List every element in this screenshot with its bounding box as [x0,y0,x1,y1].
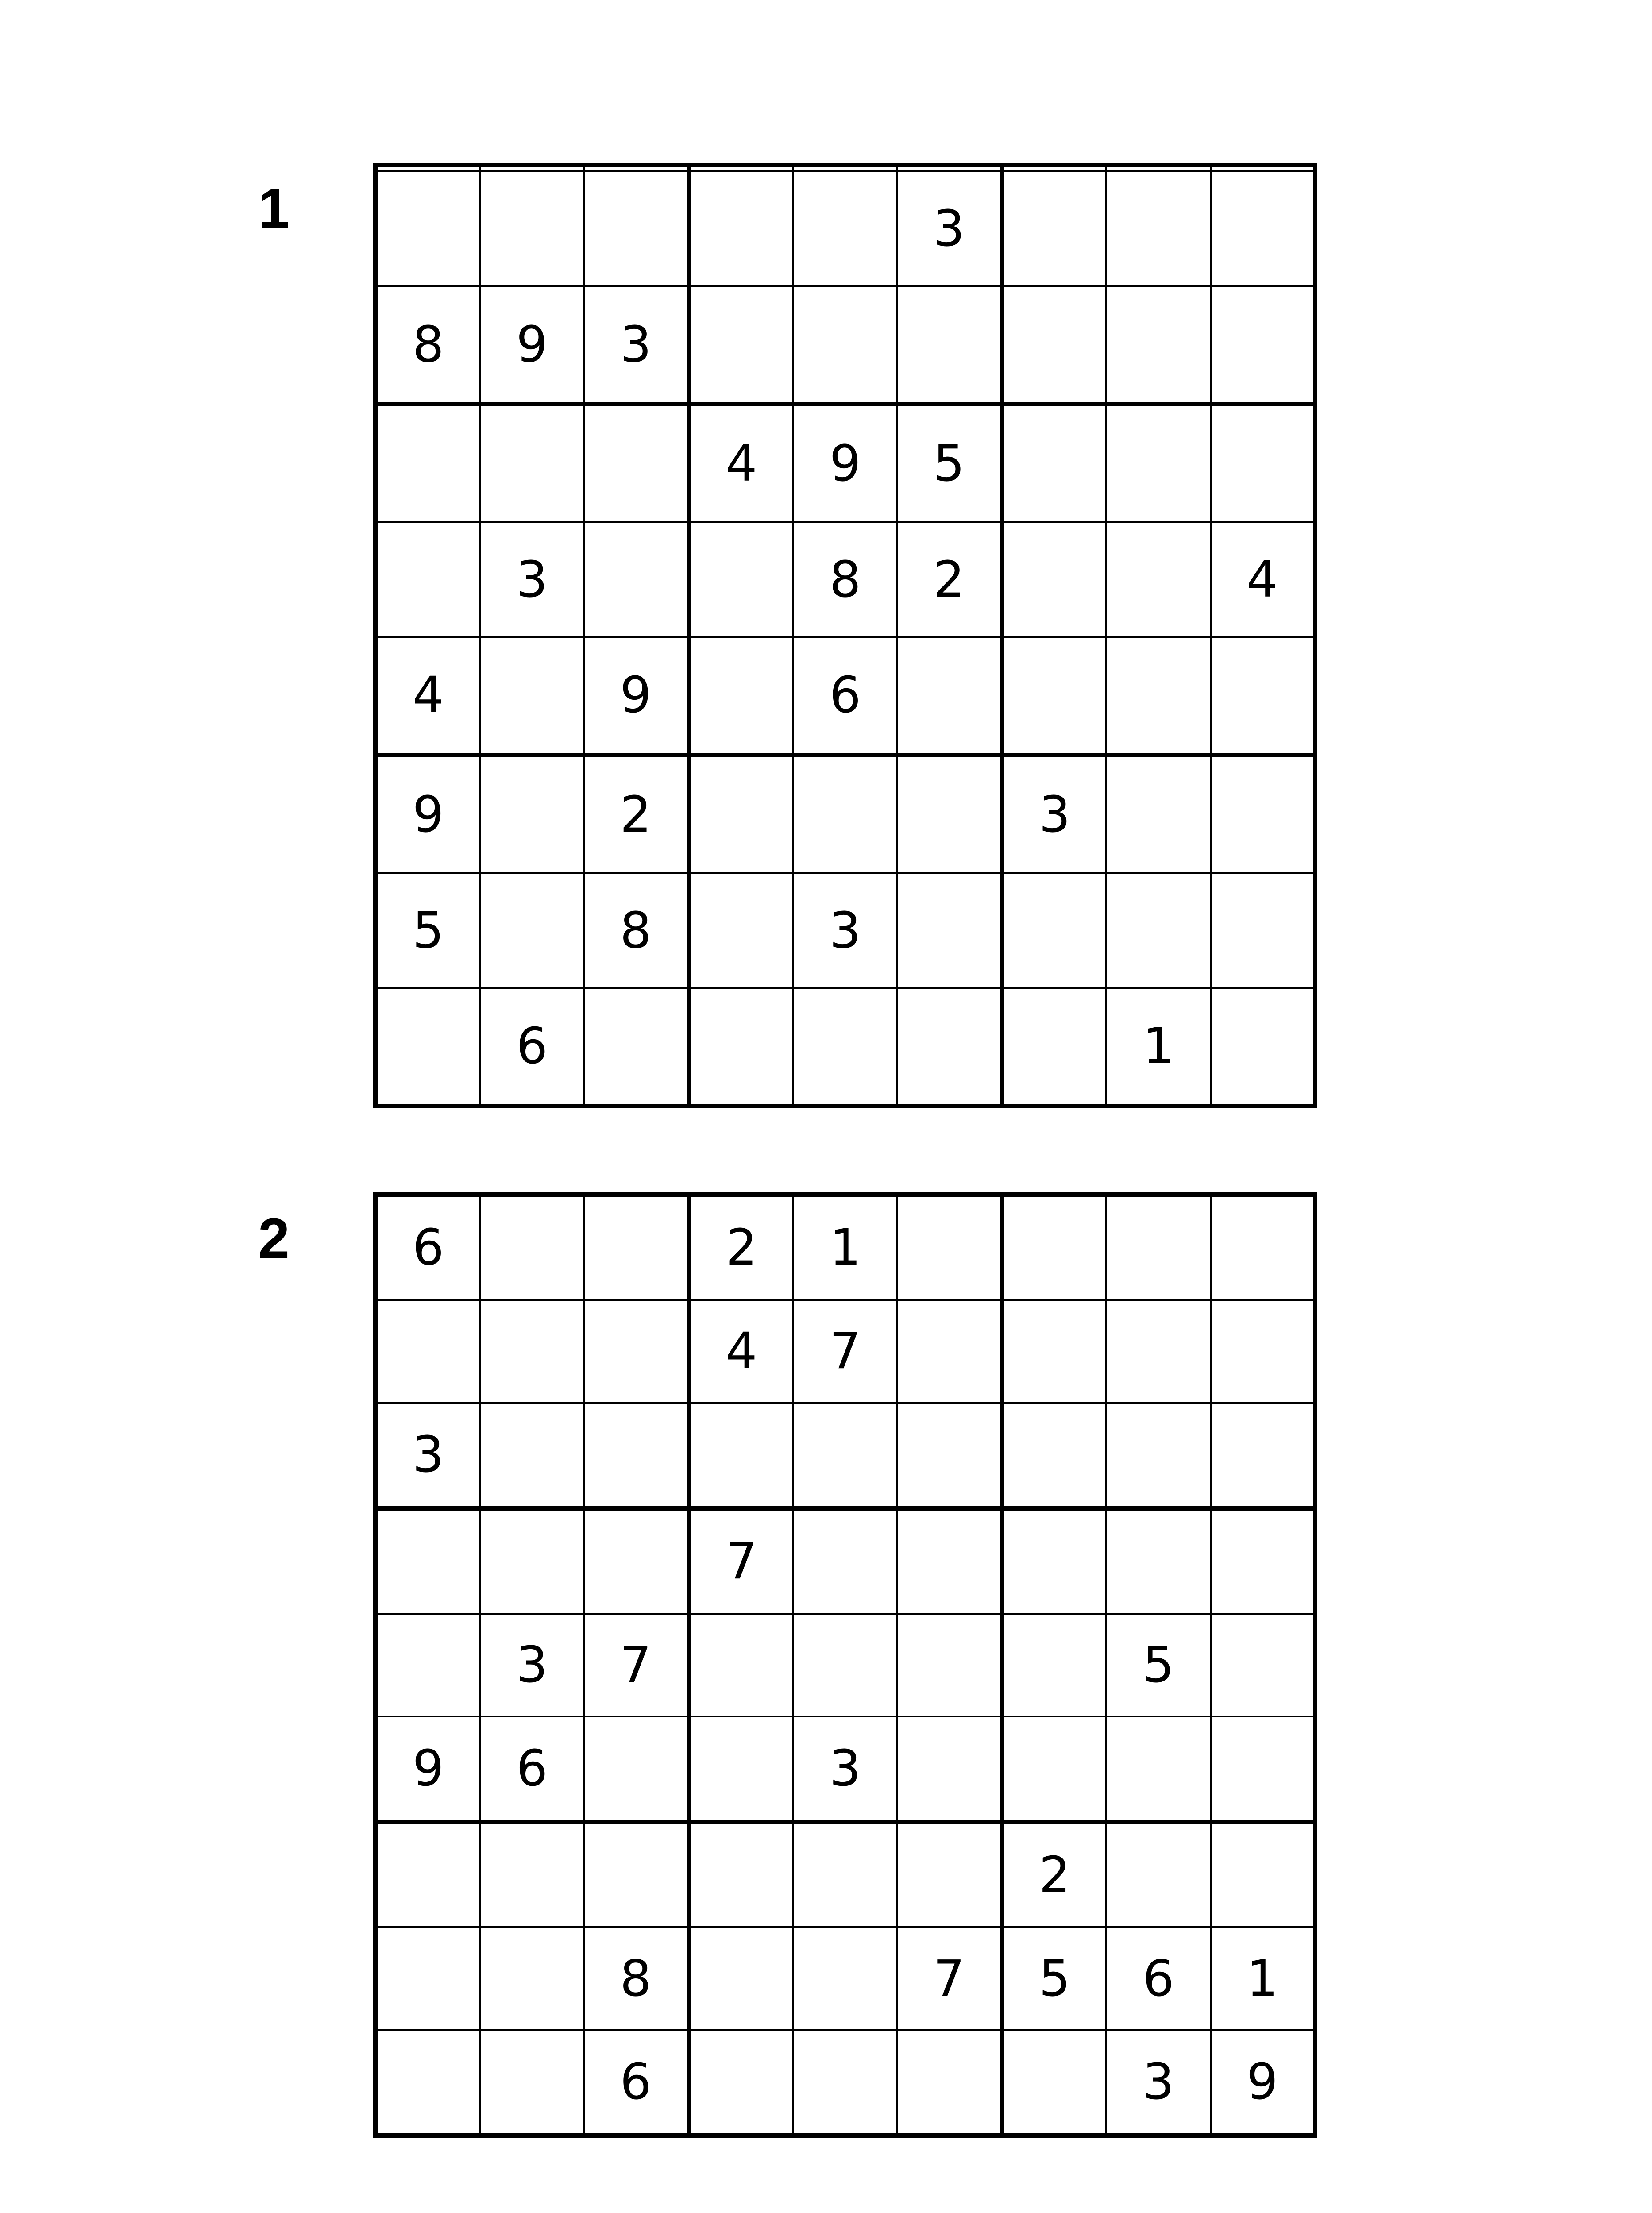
sudoku-row [375,988,1315,1106]
sudoku-empty-cell[interactable] [375,522,480,637]
sudoku-empty-cell[interactable] [897,165,1002,171]
sudoku-given-cell: 2 [897,522,1002,637]
sudoku-given-cell: 7 [584,1614,689,1717]
sudoku-empty-cell[interactable] [1106,404,1211,522]
sudoku-empty-cell[interactable] [689,286,793,404]
sudoku-given-cell: 7 [897,1927,1002,2030]
sudoku-empty-cell[interactable] [793,1822,898,1927]
puzzle-number-2: 2 [258,1207,290,1270]
sudoku-empty-cell[interactable] [1211,165,1315,171]
sudoku-empty-cell[interactable] [1106,1716,1211,1822]
sudoku-given-cell: 3 [897,171,1002,286]
sudoku-empty-cell[interactable] [793,1508,898,1614]
sudoku-empty-cell[interactable] [480,755,584,873]
puzzle-number-1: 1 [258,177,290,240]
sudoku-empty-cell[interactable] [480,171,584,286]
sudoku-given-cell: 1 [793,1195,898,1300]
sudoku-empty-cell[interactable] [689,873,793,988]
sudoku-empty-cell[interactable] [375,1508,480,1614]
sudoku-given-cell: 2 [1002,1822,1106,1927]
sudoku-empty-cell[interactable] [1211,171,1315,286]
sudoku-empty-cell[interactable] [1002,1614,1106,1717]
sudoku-empty-cell[interactable] [897,1403,1002,1508]
sudoku-given-cell: 9 [584,637,689,755]
sudoku-given-cell: 3 [375,1403,480,1508]
sudoku-empty-cell[interactable] [689,1614,793,1717]
sudoku-row [375,1300,1315,1403]
sudoku-empty-cell[interactable] [897,988,1002,1106]
sudoku-empty-cell[interactable] [1211,404,1315,522]
sudoku-empty-cell[interactable] [584,1716,689,1822]
sudoku-empty-cell[interactable] [1211,873,1315,988]
sudoku-empty-cell[interactable] [1211,1195,1315,1300]
sudoku-empty-cell[interactable] [1211,1300,1315,1403]
sudoku-empty-cell[interactable] [480,165,584,171]
sudoku-given-cell: 2 [689,1195,793,1300]
sudoku-empty-cell[interactable] [1106,637,1211,755]
sudoku-empty-cell[interactable] [584,1300,689,1403]
sudoku-given-cell: 3 [480,1614,584,1717]
sudoku-empty-cell[interactable] [1211,637,1315,755]
sudoku-given-cell: 4 [689,1300,793,1403]
sudoku-empty-cell[interactable] [689,988,793,1106]
sudoku-given-cell: 4 [689,404,793,522]
sudoku-empty-cell[interactable] [584,171,689,286]
sudoku-empty-cell[interactable] [1211,286,1315,404]
sudoku-empty-cell[interactable] [375,1300,480,1403]
sudoku-given-cell: 8 [375,286,480,404]
sudoku-empty-cell[interactable] [689,1716,793,1822]
sudoku-given-cell: 6 [375,1195,480,1300]
sudoku-empty-cell[interactable] [1106,873,1211,988]
sudoku-empty-cell[interactable] [375,1822,480,1927]
sudoku-empty-cell[interactable] [480,404,584,522]
sudoku-empty-cell[interactable] [480,1300,584,1403]
sudoku-given-cell: 3 [1106,2030,1211,2136]
sudoku-empty-cell[interactable] [689,637,793,755]
sudoku-row [375,1508,1315,1614]
sudoku-empty-cell[interactable] [689,1403,793,1508]
sudoku-given-cell: 9 [375,1716,480,1822]
sudoku-given-cell: 6 [793,637,898,755]
sudoku-empty-cell[interactable] [897,2030,1002,2136]
sudoku-row [375,1403,1315,1508]
sudoku-empty-cell[interactable] [897,873,1002,988]
sudoku-empty-cell[interactable] [375,988,480,1106]
sudoku-empty-cell[interactable] [375,1614,480,1717]
sudoku-empty-cell[interactable] [1211,988,1315,1106]
sudoku-empty-cell[interactable] [480,2030,584,2136]
sudoku-empty-cell[interactable] [897,1300,1002,1403]
sudoku-empty-cell[interactable] [584,522,689,637]
sudoku-empty-cell[interactable] [1002,988,1106,1106]
sudoku-row [375,171,1315,286]
sudoku-empty-cell[interactable] [1002,522,1106,637]
sudoku-empty-cell[interactable] [584,1195,689,1300]
sudoku-empty-cell[interactable] [793,988,898,1106]
sudoku-empty-cell[interactable] [1211,1716,1315,1822]
sudoku-empty-cell[interactable] [793,1927,898,2030]
sudoku-row [375,755,1315,873]
sudoku-empty-cell[interactable] [480,1195,584,1300]
sudoku-empty-cell[interactable] [1211,1403,1315,1508]
sudoku-grid-1 [373,163,1317,1108]
sudoku-given-cell: 9 [793,404,898,522]
sudoku-row [375,404,1315,522]
sudoku-given-cell: 8 [584,873,689,988]
sudoku-row [375,1927,1315,2030]
sudoku-empty-cell[interactable] [1106,522,1211,637]
sudoku-given-cell: 3 [480,522,584,637]
sudoku-given-cell: 5 [1106,1614,1211,1717]
sudoku-empty-cell[interactable] [375,404,480,522]
sudoku-empty-cell[interactable] [1106,1403,1211,1508]
sudoku-empty-cell[interactable] [1002,286,1106,404]
sudoku-empty-cell[interactable] [1002,1300,1106,1403]
sudoku-empty-cell[interactable] [689,171,793,286]
sudoku-empty-cell[interactable] [793,165,898,171]
sudoku-given-cell: 5 [1002,1927,1106,2030]
sudoku-given-cell: 4 [375,637,480,755]
sudoku-given-cell: 3 [793,1716,898,1822]
sudoku-row [375,1614,1315,1717]
sudoku-empty-cell[interactable] [1002,1403,1106,1508]
sudoku-given-cell: 1 [1211,1927,1315,2030]
sudoku-empty-cell[interactable] [793,286,898,404]
sudoku-given-cell: 5 [375,873,480,988]
sudoku-empty-cell[interactable] [897,1508,1002,1614]
sudoku-row [375,286,1315,404]
sudoku-empty-cell[interactable] [793,755,898,873]
sudoku-empty-cell[interactable] [689,165,793,171]
sudoku-empty-cell[interactable] [584,1822,689,1927]
sudoku-empty-cell[interactable] [689,755,793,873]
sudoku-empty-cell[interactable] [1106,1508,1211,1614]
sudoku-empty-cell[interactable] [1106,165,1211,171]
sudoku-empty-cell[interactable] [897,1822,1002,1927]
sudoku-empty-cell[interactable] [897,1195,1002,1300]
sudoku-empty-cell[interactable] [1002,1716,1106,1822]
sudoku-empty-cell[interactable] [897,286,1002,404]
sudoku-empty-cell[interactable] [375,165,480,171]
sudoku-empty-cell[interactable] [1002,873,1106,988]
sudoku-given-cell: 8 [584,1927,689,2030]
sudoku-empty-cell[interactable] [480,1927,584,2030]
sudoku-given-cell: 3 [584,286,689,404]
sudoku-empty-cell[interactable] [1211,1508,1315,1614]
sudoku-empty-cell[interactable] [1002,2030,1106,2136]
sudoku-empty-cell[interactable] [897,755,1002,873]
sudoku-row [375,2030,1315,2136]
sudoku-empty-cell[interactable] [480,1822,584,1927]
sudoku-empty-cell[interactable] [793,2030,898,2136]
sudoku-empty-cell[interactable] [897,1614,1002,1717]
sudoku-empty-cell[interactable] [793,171,898,286]
sudoku-empty-cell[interactable] [1106,755,1211,873]
sudoku-empty-cell[interactable] [689,522,793,637]
sudoku-given-cell: 4 [1211,522,1315,637]
sudoku-given-cell: 9 [480,286,584,404]
sudoku-row [375,1716,1315,1822]
sudoku-row [375,873,1315,988]
sudoku-given-cell: 3 [793,873,898,988]
sudoku-given-cell: 6 [1106,1927,1211,2030]
sudoku-empty-cell[interactable] [480,1508,584,1614]
sudoku-row [375,522,1315,637]
sudoku-empty-cell[interactable] [375,171,480,286]
sudoku-empty-cell[interactable] [689,1822,793,1927]
sudoku-empty-cell[interactable] [1002,1508,1106,1614]
sudoku-empty-cell[interactable] [375,1927,480,2030]
sudoku-empty-cell[interactable] [584,1508,689,1614]
sudoku-empty-cell[interactable] [480,873,584,988]
sudoku-given-cell: 1 [1106,988,1211,1106]
sudoku-given-cell: 9 [1211,2030,1315,2136]
sudoku-given-cell: 8 [793,522,898,637]
sudoku-empty-cell[interactable] [1106,286,1211,404]
sudoku-empty-cell[interactable] [1002,1195,1106,1300]
sudoku-row [375,637,1315,755]
sudoku-empty-cell[interactable] [689,2030,793,2136]
sudoku-empty-cell[interactable] [480,1403,584,1508]
sudoku-grid-2 [373,1192,1317,2138]
sudoku-empty-cell[interactable] [1002,171,1106,286]
sudoku-empty-cell[interactable] [1002,404,1106,522]
sudoku-given-cell: 9 [375,755,480,873]
sudoku-empty-cell[interactable] [584,1403,689,1508]
sudoku-given-cell: 5 [897,404,1002,522]
sudoku-empty-cell[interactable] [1106,1822,1211,1927]
sudoku-empty-cell[interactable] [897,1716,1002,1822]
sudoku-empty-cell[interactable] [1002,165,1106,171]
sudoku-empty-cell[interactable] [480,637,584,755]
sudoku-empty-cell[interactable] [793,1614,898,1717]
sudoku-given-cell: 2 [584,755,689,873]
sudoku-empty-cell[interactable] [897,637,1002,755]
sudoku-empty-cell[interactable] [1002,637,1106,755]
sudoku-row [375,1822,1315,1927]
sudoku-row [375,165,1315,171]
sudoku-empty-cell[interactable] [793,1403,898,1508]
sudoku-given-cell: 7 [689,1508,793,1614]
sudoku-empty-cell[interactable] [1211,1614,1315,1717]
sudoku-given-cell: 6 [480,988,584,1106]
sudoku-given-cell: 6 [584,2030,689,2136]
sudoku-empty-cell[interactable] [584,165,689,171]
sudoku-given-cell: 3 [1002,755,1106,873]
sudoku-empty-cell[interactable] [1106,1300,1211,1403]
sudoku-given-cell: 6 [480,1716,584,1822]
sudoku-empty-cell[interactable] [1106,171,1211,286]
sudoku-empty-cell[interactable] [1211,755,1315,873]
sudoku-given-cell: 7 [793,1300,898,1403]
sudoku-empty-cell[interactable] [584,404,689,522]
sudoku-empty-cell[interactable] [1211,1822,1315,1927]
sudoku-empty-cell[interactable] [689,1927,793,2030]
sudoku-empty-cell[interactable] [1106,1195,1211,1300]
sudoku-empty-cell[interactable] [375,2030,480,2136]
sudoku-empty-cell[interactable] [584,988,689,1106]
sudoku-row [375,1195,1315,1300]
